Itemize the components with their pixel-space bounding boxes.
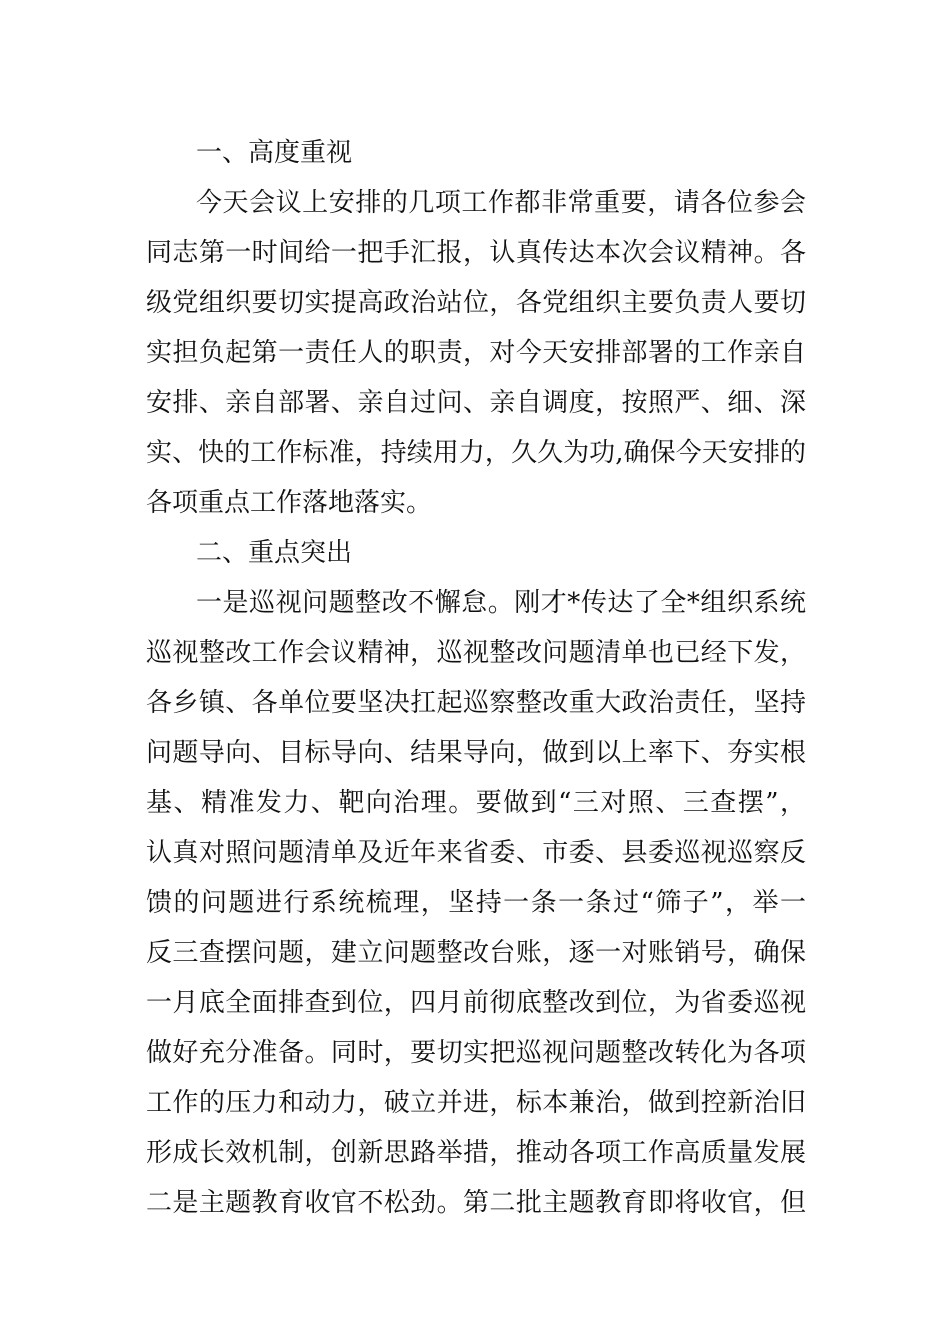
paragraph-line: 形成长效机制，创新思路举措，推动各项工作高质量发展 — [146, 1138, 806, 1168]
paragraph-line: 认真对照问题清单及近年来省委、市委、县委巡视巡察反 — [146, 838, 806, 868]
section-1-heading: 一、高度重视 — [196, 138, 353, 168]
paragraph-line: 巡视整改工作会议精神，巡视整改问题清单也已经下发， — [146, 638, 806, 668]
paragraph-line: 一是巡视问题整改不懈怠。刚才*传达了全*组织系统 — [196, 588, 806, 618]
paragraph-line: 各项重点工作落地落实。 — [146, 488, 433, 518]
paragraph-line: 同志第一时间给一把手汇报，认真传达本次会议精神。各 — [146, 238, 806, 268]
paragraph-line: 级党组织要切实提高政治站位，各党组织主要负责人要切 — [146, 288, 806, 318]
paragraph-line: 反三查摆问题，建立问题整改台账，逐一对账销号，确保 — [146, 938, 806, 968]
paragraph-line: 实、快的工作标准，持续用力，久久为功,确保今天安排的 — [146, 438, 806, 468]
paragraph-line: 问题导向、目标导向、结果导向，做到以上率下、夯实根 — [146, 738, 806, 768]
section-2-heading: 二、重点突出 — [196, 538, 353, 568]
paragraph-line: 馈的问题进行系统梳理，坚持一条一条过“筛子”，举一 — [146, 888, 806, 918]
paragraph-line: 安排、亲自部署、亲自过问、亲自调度，按照严、细、深 — [146, 388, 806, 418]
paragraph-line: 各乡镇、各单位要坚决扛起巡察整改重大政治责任，坚持 — [146, 688, 806, 718]
paragraph-line: 基、精准发力、靶向治理。要做到“三对照、三查摆”， — [146, 788, 806, 818]
paragraph-line: 做好充分准备。同时，要切实把巡视问题整改转化为各项 — [146, 1038, 806, 1068]
paragraph-line: 实担负起第一责任人的职责，对今天安排部署的工作亲自 — [146, 338, 806, 368]
paragraph-line: 一月底全面排查到位，四月前彻底整改到位，为省委巡视 — [146, 988, 806, 1018]
paragraph-line: 工作的压力和动力，破立并进，标本兼治，做到控新治旧 — [146, 1088, 806, 1118]
paragraph-line: 二是主题教育收官不松劲。第二批主题教育即将收官，但 — [146, 1188, 806, 1218]
paragraph-line: 今天会议上安排的几项工作都非常重要，请各位参会 — [196, 188, 806, 218]
